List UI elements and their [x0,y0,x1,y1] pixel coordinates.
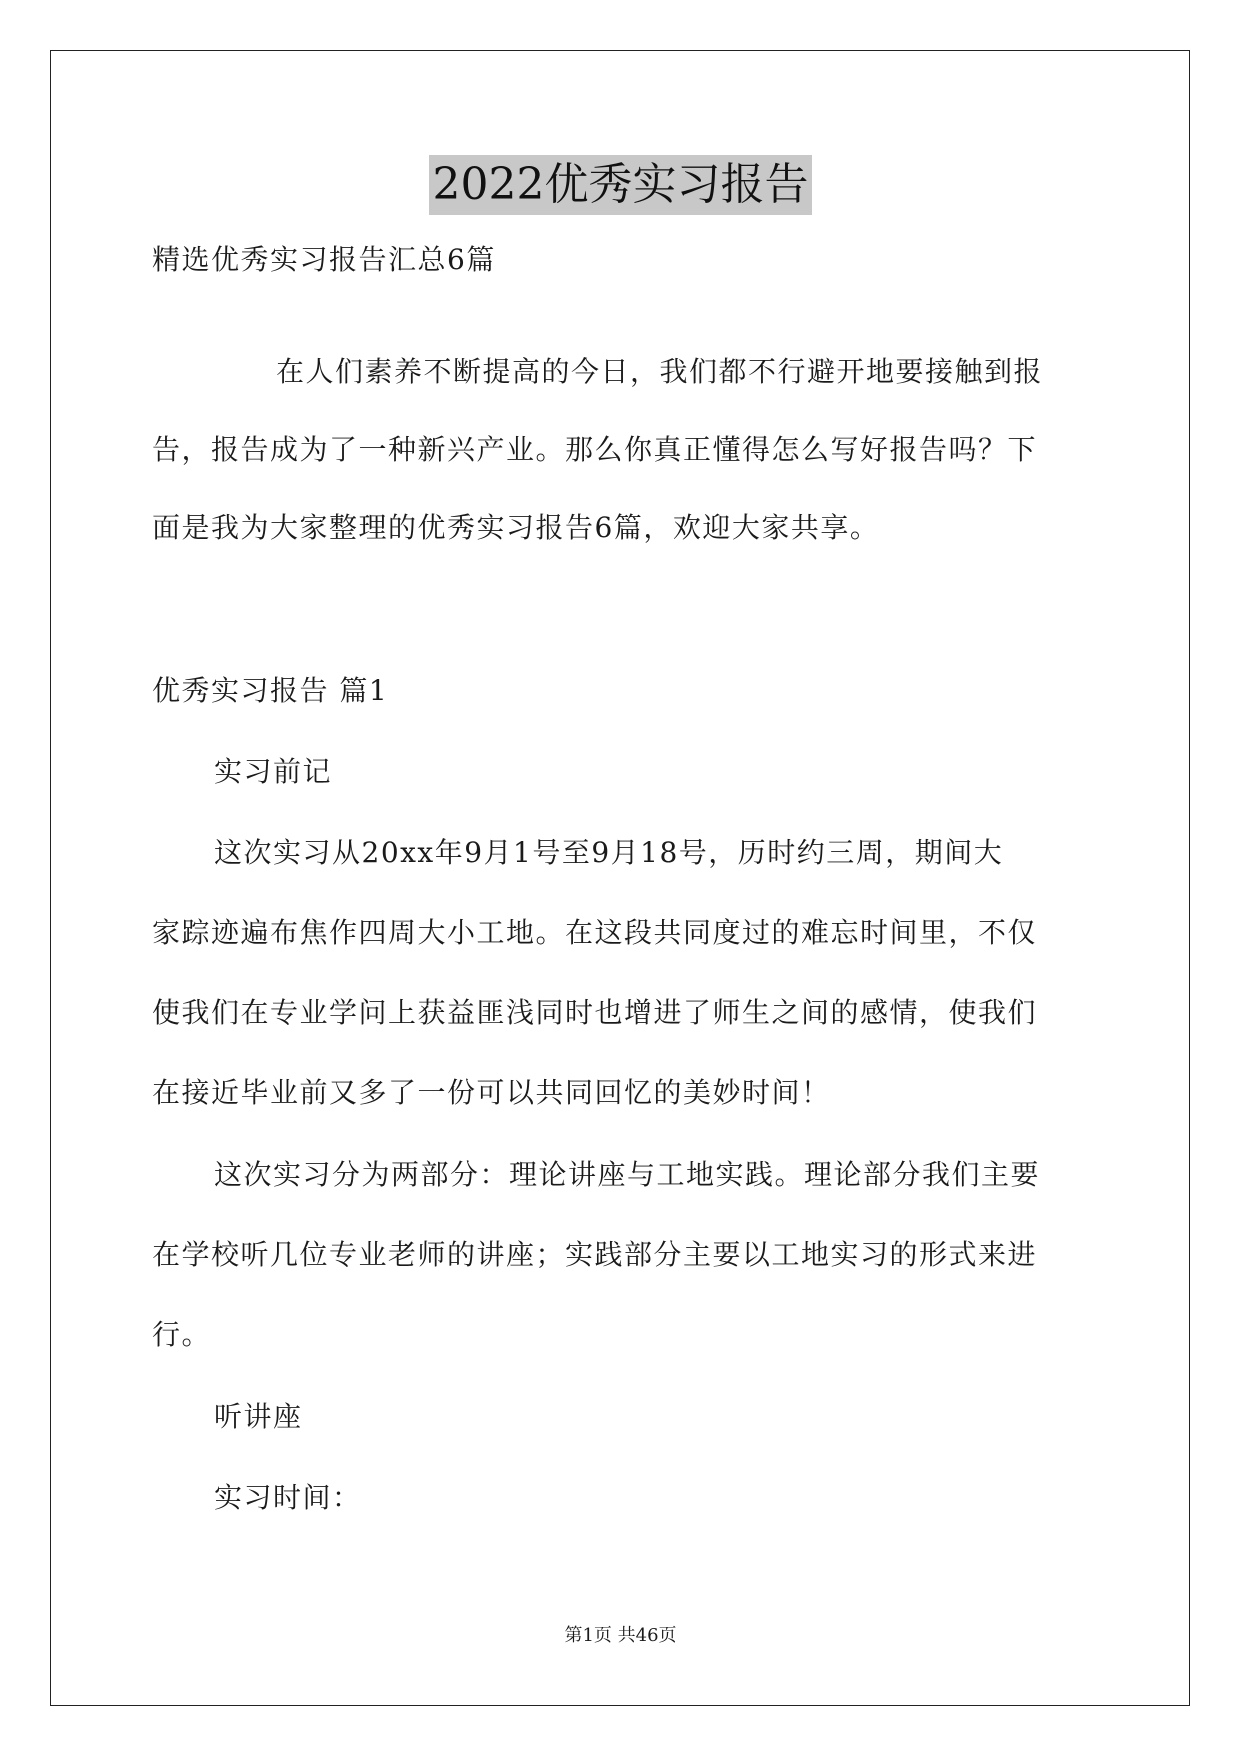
subheading-lectures: 听讲座 [214,1400,303,1433]
intro-paragraph-line-2: 告，报告成为了一种新兴产业。那么你真正懂得怎么写好报告吗？下 [152,433,1038,466]
body-paragraph-2-line-3: 行。 [152,1318,212,1351]
document-title [0,155,1241,215]
body-paragraph-2-line-1: 这次实习分为两部分：理论讲座与工地实践。理论部分我们主要 [214,1158,1041,1191]
intro-paragraph-line-3: 面是我为大家整理的优秀实习报告6篇，欢迎大家共享。 [152,511,880,544]
body-paragraph-1-line-3: 使我们在专业学问上获益匪浅同时也增进了师生之间的感情，使我们 [152,996,1038,1029]
page-border [50,50,1190,1706]
subtitle-line: 精选优秀实习报告汇总6篇 [152,243,496,276]
body-paragraph-1-line-1: 这次实习从20xx年9月1号至9月18号，历时约三周，期间大 [214,836,1004,869]
intro-paragraph-line-1: 在人们素养不断提高的今日，我们都不行避开地要接触到报 [276,355,1044,388]
document-title-text: 2022优秀实习报告 [429,155,813,215]
body-paragraph-2-line-2: 在学校听几位专业老师的讲座；实践部分主要以工地实习的形式来进 [152,1238,1038,1271]
body-paragraph-1-line-4: 在接近毕业前又多了一份可以共同回忆的美妙时间！ [152,1076,831,1109]
page-footer: 第1页 共46页 [564,1625,677,1646]
subheading-preface: 实习前记 [214,755,333,788]
internship-time-label: 实习时间： [214,1481,362,1514]
section-heading: 优秀实习报告 篇1 [152,674,389,707]
body-paragraph-1-line-2: 家踪迹遍布焦作四周大小工地。在这段共同度过的难忘时间里，不仅 [152,916,1038,949]
